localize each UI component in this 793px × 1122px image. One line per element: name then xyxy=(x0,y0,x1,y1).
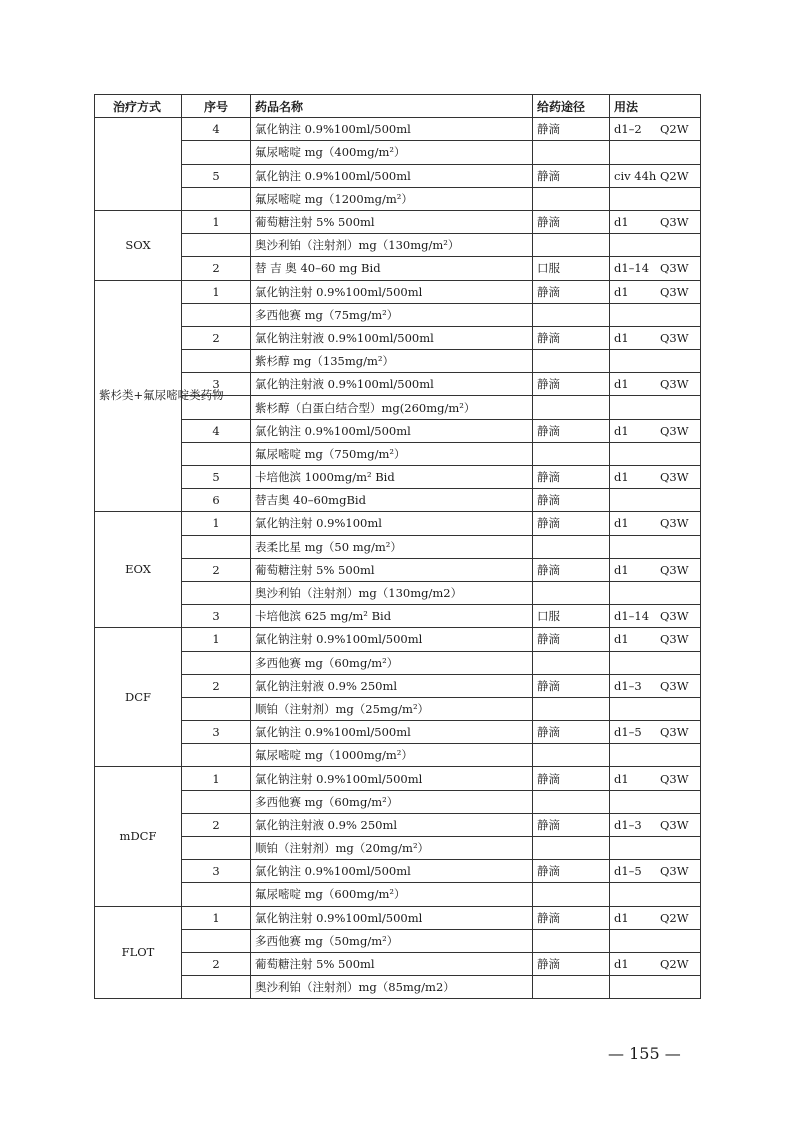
table-row xyxy=(95,350,701,373)
sequence-number-cell: 1 xyxy=(182,628,251,651)
usage-cycle: Q3W xyxy=(660,470,689,485)
usage-cell xyxy=(610,257,701,280)
route-cell xyxy=(533,234,610,257)
table-row xyxy=(95,558,701,581)
drug-name-cell: 葡萄糖注射 5% 500ml xyxy=(251,558,533,581)
sequence-number-cell xyxy=(182,303,251,326)
drug-name-cell: 表柔比星 mg（50 mg/m²） xyxy=(251,535,533,558)
usage-cell xyxy=(610,767,701,790)
usage-days: civ 44h xyxy=(614,168,657,183)
sequence-number-cell xyxy=(182,976,251,999)
drug-name-cell: 氟尿嘧啶 mg（750mg/m²） xyxy=(251,442,533,465)
table-row xyxy=(95,651,701,674)
drug-name-cell: 氯化钠注 0.9%100ml/500ml xyxy=(251,721,533,744)
route-cell: 口服 xyxy=(533,605,610,628)
route-cell xyxy=(533,141,610,164)
table-row xyxy=(95,906,701,929)
drug-name-cell: 替吉奥 40–60mgBid xyxy=(251,489,533,512)
usage-cell xyxy=(610,721,701,744)
regimen-table xyxy=(94,94,701,999)
drug-name-cell: 卡培他滨 625 mg/m² Bid xyxy=(251,605,533,628)
usage-cycle: Q3W xyxy=(660,771,689,786)
table-row xyxy=(95,976,701,999)
usage-cell xyxy=(610,605,701,628)
regimen-mode-cell: SOX xyxy=(95,210,182,280)
table-row xyxy=(95,860,701,883)
route-cell xyxy=(533,883,610,906)
route-cell: 静滴 xyxy=(533,419,610,442)
usage-cycle: Q3W xyxy=(660,377,689,392)
drug-name-cell: 氯化钠注射 0.9%100ml xyxy=(251,512,533,535)
usage-cell xyxy=(610,419,701,442)
usage-cell xyxy=(610,535,701,558)
route-cell xyxy=(533,929,610,952)
usage-cell xyxy=(610,697,701,720)
usage-days: d1 xyxy=(614,562,629,577)
drug-name-cell: 紫杉醇 mg（135mg/m²） xyxy=(251,350,533,373)
sequence-number-cell xyxy=(182,837,251,860)
sequence-number-cell xyxy=(182,442,251,465)
drug-name-cell: 氯化钠注射液 0.9% 250ml xyxy=(251,674,533,697)
route-cell: 静滴 xyxy=(533,373,610,396)
route-cell: 静滴 xyxy=(533,813,610,836)
table-row xyxy=(95,581,701,604)
sequence-number-cell: 1 xyxy=(182,906,251,929)
usage-days: d1 xyxy=(614,957,629,972)
table-row xyxy=(95,164,701,187)
usage-cell xyxy=(610,906,701,929)
usage-cycle: Q3W xyxy=(660,330,689,345)
usage-cell xyxy=(610,651,701,674)
drug-name-cell: 葡萄糖注射 5% 500ml xyxy=(251,210,533,233)
route-cell: 口服 xyxy=(533,257,610,280)
drug-name-cell: 替 吉 奥 40–60 mg Bid xyxy=(251,257,533,280)
route-cell xyxy=(533,187,610,210)
drug-name-cell: 氯化钠注 0.9%100ml/500ml xyxy=(251,860,533,883)
usage-cell xyxy=(610,581,701,604)
drug-name-cell: 多西他赛 mg（75mg/m²） xyxy=(251,303,533,326)
sequence-number-cell xyxy=(182,141,251,164)
drug-name-cell: 氯化钠注 0.9%100ml/500ml xyxy=(251,419,533,442)
route-cell: 静滴 xyxy=(533,118,610,141)
usage-cell xyxy=(610,929,701,952)
drug-name-cell: 奥沙利铂（注射剂）mg（85mg/m2） xyxy=(251,976,533,999)
usage-cell xyxy=(610,952,701,975)
route-cell xyxy=(533,790,610,813)
usage-cell xyxy=(610,234,701,257)
route-cell xyxy=(533,651,610,674)
sequence-number-cell xyxy=(182,790,251,813)
sequence-number-cell: 2 xyxy=(182,558,251,581)
drug-name-cell: 氯化钠注射液 0.9%100ml/500ml xyxy=(251,373,533,396)
sequence-number-cell: 2 xyxy=(182,674,251,697)
sequence-number-cell xyxy=(182,535,251,558)
table-row xyxy=(95,489,701,512)
drug-name-cell: 奥沙利铂（注射剂）mg（130mg/m2） xyxy=(251,581,533,604)
drug-name-cell: 氟尿嘧啶 mg（1000mg/m²） xyxy=(251,744,533,767)
sequence-number-cell xyxy=(182,350,251,373)
usage-days: d1 xyxy=(614,910,629,925)
sequence-number-cell: 3 xyxy=(182,605,251,628)
route-cell xyxy=(533,744,610,767)
table-row xyxy=(95,419,701,442)
drug-name-cell: 奥沙利铂（注射剂）mg（130mg/m²） xyxy=(251,234,533,257)
route-cell xyxy=(533,697,610,720)
usage-cycle: Q3W xyxy=(660,423,689,438)
route-cell: 静滴 xyxy=(533,674,610,697)
usage-cell xyxy=(610,280,701,303)
usage-days: d1–14 xyxy=(614,609,650,624)
route-cell: 静滴 xyxy=(533,558,610,581)
sequence-number-cell: 5 xyxy=(182,164,251,187)
table-row xyxy=(95,257,701,280)
table-row xyxy=(95,697,701,720)
table-row xyxy=(95,303,701,326)
usage-cycle: Q3W xyxy=(660,632,689,647)
regimen-mode-cell: EOX xyxy=(95,512,182,628)
usage-days: d1 xyxy=(614,516,629,531)
usage-cycle: Q3W xyxy=(660,516,689,531)
usage-days: d1 xyxy=(614,215,629,230)
header-row xyxy=(95,95,701,118)
route-cell: 静滴 xyxy=(533,164,610,187)
table-row xyxy=(95,674,701,697)
usage-cell xyxy=(610,813,701,836)
usage-cycle: Q2W xyxy=(660,122,689,137)
table-row xyxy=(95,280,701,303)
sequence-number-cell: 3 xyxy=(182,373,251,396)
table-row xyxy=(95,535,701,558)
route-cell xyxy=(533,535,610,558)
usage-cell xyxy=(610,373,701,396)
page-number: — 155 — xyxy=(608,1044,681,1063)
route-cell: 静滴 xyxy=(533,466,610,489)
regimen-mode-cell: 紫杉类+氟尿嘧啶类药物 xyxy=(95,280,182,512)
table-row xyxy=(95,837,701,860)
usage-days: d1–14 xyxy=(614,261,650,276)
route-cell xyxy=(533,837,610,860)
table-row xyxy=(95,512,701,535)
usage-cell xyxy=(610,187,701,210)
usage-cell xyxy=(610,512,701,535)
sequence-number-cell xyxy=(182,651,251,674)
table-row xyxy=(95,721,701,744)
usage-cell xyxy=(610,466,701,489)
regimen-mode-cell: mDCF xyxy=(95,767,182,906)
usage-days: d1–5 xyxy=(614,725,642,740)
route-cell: 静滴 xyxy=(533,860,610,883)
usage-cell xyxy=(610,303,701,326)
drug-name-cell: 氯化钠注射液 0.9%100ml/500ml xyxy=(251,326,533,349)
table-row xyxy=(95,628,701,651)
usage-cell xyxy=(610,442,701,465)
usage-days: d1–5 xyxy=(614,864,642,879)
table-row xyxy=(95,883,701,906)
sequence-number-cell: 3 xyxy=(182,860,251,883)
usage-cell xyxy=(610,558,701,581)
usage-days: d1 xyxy=(614,330,629,345)
usage-cell xyxy=(610,210,701,233)
usage-cell xyxy=(610,164,701,187)
sequence-number-cell xyxy=(182,929,251,952)
table-row xyxy=(95,952,701,975)
sequence-number-cell: 1 xyxy=(182,210,251,233)
route-cell xyxy=(533,396,610,419)
usage-days: d1 xyxy=(614,423,629,438)
drug-name-cell: 多西他赛 mg（50mg/m²） xyxy=(251,929,533,952)
drug-name-cell: 氟尿嘧啶 mg（1200mg/m²） xyxy=(251,187,533,210)
drug-name-cell: 葡萄糖注射 5% 500ml xyxy=(251,952,533,975)
regimen-mode-cell: FLOT xyxy=(95,906,182,999)
usage-days: d1 xyxy=(614,284,629,299)
header-route: 给药途径 xyxy=(533,95,610,118)
table-row xyxy=(95,187,701,210)
usage-days: d1 xyxy=(614,771,629,786)
sequence-number-cell: 3 xyxy=(182,721,251,744)
table-row xyxy=(95,442,701,465)
table-row xyxy=(95,744,701,767)
header-drug-name: 药品名称 xyxy=(251,95,533,118)
route-cell: 静滴 xyxy=(533,280,610,303)
route-cell: 静滴 xyxy=(533,721,610,744)
usage-cell xyxy=(610,628,701,651)
table-row xyxy=(95,466,701,489)
usage-cell xyxy=(610,674,701,697)
route-cell: 静滴 xyxy=(533,489,610,512)
route-cell xyxy=(533,442,610,465)
table-row xyxy=(95,234,701,257)
sequence-number-cell xyxy=(182,234,251,257)
drug-name-cell: 氯化钠注 0.9%100ml/500ml xyxy=(251,118,533,141)
sequence-number-cell: 4 xyxy=(182,118,251,141)
route-cell: 静滴 xyxy=(533,906,610,929)
table-row xyxy=(95,326,701,349)
drug-name-cell: 氯化钠注射液 0.9% 250ml xyxy=(251,813,533,836)
route-cell: 静滴 xyxy=(533,952,610,975)
usage-days: d1–3 xyxy=(614,817,642,832)
regimen-mode-cell: DCF xyxy=(95,628,182,767)
table-row xyxy=(95,929,701,952)
route-cell xyxy=(533,303,610,326)
header-mode: 治疗方式 xyxy=(95,95,182,118)
table-row xyxy=(95,813,701,836)
table-row xyxy=(95,210,701,233)
sequence-number-cell: 6 xyxy=(182,489,251,512)
sequence-number-cell xyxy=(182,744,251,767)
sequence-number-cell xyxy=(182,187,251,210)
drug-name-cell: 多西他赛 mg（60mg/m²） xyxy=(251,790,533,813)
route-cell: 静滴 xyxy=(533,512,610,535)
usage-cell xyxy=(610,976,701,999)
drug-name-cell: 紫杉醇（白蛋白结合型）mg(260mg/m²） xyxy=(251,396,533,419)
usage-cell xyxy=(610,860,701,883)
regimen-body xyxy=(95,118,701,999)
route-cell xyxy=(533,350,610,373)
route-cell: 静滴 xyxy=(533,326,610,349)
drug-name-cell: 顺铂（注射剂）mg（20mg/m²） xyxy=(251,837,533,860)
table-row xyxy=(95,118,701,141)
table-row xyxy=(95,141,701,164)
route-cell: 静滴 xyxy=(533,628,610,651)
sequence-number-cell: 2 xyxy=(182,813,251,836)
route-cell: 静滴 xyxy=(533,767,610,790)
usage-cell xyxy=(610,489,701,512)
usage-cell xyxy=(610,744,701,767)
usage-cell xyxy=(610,326,701,349)
drug-name-cell: 氯化钠注 0.9%100ml/500ml xyxy=(251,164,533,187)
sequence-number-cell: 1 xyxy=(182,512,251,535)
usage-cell xyxy=(610,118,701,141)
usage-cycle: Q3W xyxy=(660,864,689,879)
usage-cycle: Q3W xyxy=(660,284,689,299)
usage-cell xyxy=(610,141,701,164)
drug-name-cell: 多西他赛 mg（60mg/m²） xyxy=(251,651,533,674)
sequence-number-cell: 5 xyxy=(182,466,251,489)
sequence-number-cell: 1 xyxy=(182,280,251,303)
usage-cell xyxy=(610,350,701,373)
sequence-number-cell: 1 xyxy=(182,767,251,790)
regimen-mode-cell xyxy=(95,118,182,211)
usage-cycle: Q2W xyxy=(660,168,689,183)
drug-name-cell: 氯化钠注射 0.9%100ml/500ml xyxy=(251,767,533,790)
table-row xyxy=(95,767,701,790)
usage-cell xyxy=(610,837,701,860)
drug-name-cell: 氯化钠注射 0.9%100ml/500ml xyxy=(251,628,533,651)
route-cell xyxy=(533,976,610,999)
drug-name-cell: 氟尿嘧啶 mg（400mg/m²） xyxy=(251,141,533,164)
usage-cell xyxy=(610,883,701,906)
usage-cycle: Q3W xyxy=(660,817,689,832)
sequence-number-cell xyxy=(182,581,251,604)
route-cell xyxy=(533,581,610,604)
drug-name-cell: 氯化钠注射 0.9%100ml/500ml xyxy=(251,280,533,303)
sequence-number-cell xyxy=(182,883,251,906)
sequence-number-cell: 2 xyxy=(182,326,251,349)
drug-name-cell: 氯化钠注射 0.9%100ml/500ml xyxy=(251,906,533,929)
usage-days: d1–2 xyxy=(614,122,642,137)
usage-cell xyxy=(610,396,701,419)
usage-days: d1 xyxy=(614,632,629,647)
usage-cycle: Q3W xyxy=(660,678,689,693)
usage-cycle: Q3W xyxy=(660,215,689,230)
usage-cycle: Q3W xyxy=(660,725,689,740)
drug-name-cell: 顺铂（注射剂）mg（25mg/m²） xyxy=(251,697,533,720)
sequence-number-cell: 2 xyxy=(182,952,251,975)
usage-cycle: Q3W xyxy=(660,261,689,276)
drug-name-cell: 氟尿嘧啶 mg（600mg/m²） xyxy=(251,883,533,906)
usage-days: d1 xyxy=(614,377,629,392)
usage-days: d1–3 xyxy=(614,678,642,693)
drug-name-cell: 卡培他滨 1000mg/m² Bid xyxy=(251,466,533,489)
table-row xyxy=(95,605,701,628)
table-row xyxy=(95,790,701,813)
header-number: 序号 xyxy=(182,95,251,118)
usage-cycle: Q2W xyxy=(660,910,689,925)
usage-cycle: Q3W xyxy=(660,562,689,577)
sequence-number-cell: 4 xyxy=(182,419,251,442)
route-cell: 静滴 xyxy=(533,210,610,233)
usage-cycle: Q3W xyxy=(660,609,689,624)
header-usage: 用法 xyxy=(610,95,701,118)
usage-days: d1 xyxy=(614,470,629,485)
sequence-number-cell: 2 xyxy=(182,257,251,280)
sequence-number-cell xyxy=(182,697,251,720)
usage-cycle: Q2W xyxy=(660,957,689,972)
usage-cell xyxy=(610,790,701,813)
